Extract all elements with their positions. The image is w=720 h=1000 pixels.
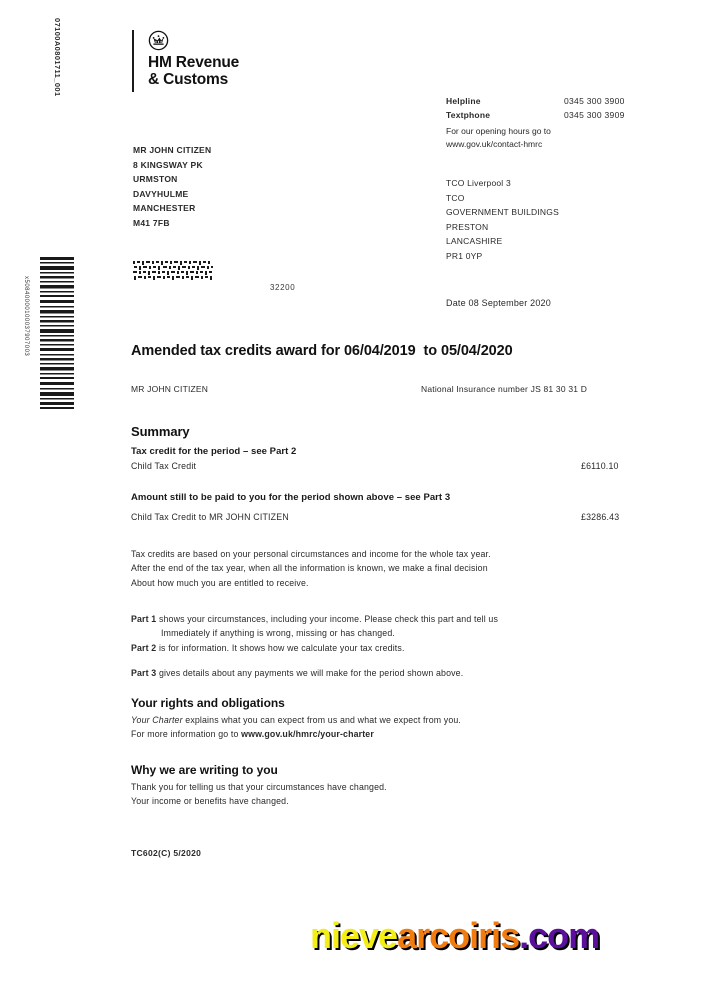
office-line: PRESTON [446, 221, 489, 232]
period-credit-amount: £6110.10 [581, 461, 619, 471]
address-line: MANCHESTER [133, 203, 196, 214]
address-line: URMSTON [133, 174, 178, 185]
payable-section [131, 492, 651, 522]
office-line: TCO Liverpool 3 [446, 178, 511, 188]
form-code: TC602(C) 5/2020 [131, 848, 202, 858]
payable-heading: Amount still to be paid to you for the period shown above – see Part 3 [131, 492, 451, 503]
national-insurance-row [131, 384, 645, 394]
charter-text: explains what you can expect from us and what we expect from you. [182, 715, 462, 725]
watermark-part-3: .com [519, 915, 600, 956]
parts-section [131, 612, 651, 680]
more-info-prefix: For more information go to [131, 729, 242, 740]
datamatrix-barcode [131, 258, 215, 284]
helpline-number: 0345 300 3900 [564, 96, 625, 106]
why-line-2: Your income or benefits have changed. [131, 796, 289, 807]
rights-section [131, 696, 651, 742]
page-title [131, 343, 513, 359]
summary-heading: Summary [131, 424, 190, 439]
why-heading: Why we are writing to you [131, 763, 278, 777]
reference-number: 32200 [270, 283, 296, 292]
contact-website: www.gov.uk/contact-hmrc [446, 138, 543, 149]
period-from: 06/04/2019 [343, 343, 416, 359]
logo-line-1: HM Revenue [148, 54, 240, 71]
textphone-label: Textphone [446, 109, 491, 120]
office-line: LANCASHIRE [446, 236, 503, 247]
helpline-row [446, 95, 672, 109]
part-2-line [131, 641, 651, 655]
rights-heading: Your rights and obligations [131, 696, 285, 710]
vertical-barcode [40, 255, 74, 410]
why-writing-section [131, 763, 651, 809]
explanation-line-2: After the end of the tax year, when all the information is known, we make a final decision [131, 563, 488, 574]
payable-row [131, 512, 651, 522]
part-1-indent-text: Immediately if anything is wrong, missing or has changed. [161, 628, 395, 639]
period-credit-label: Child Tax Credit [131, 461, 197, 471]
office-line: TCO [446, 192, 465, 203]
address-line: 8 KINGSWAY PK [133, 159, 203, 170]
address-line: MR JOHN CITIZEN [133, 145, 212, 155]
period-credit-heading: Tax credit for the period – see Part 2 [131, 446, 297, 457]
part-3-text: gives details about any payments we will make for the period shown above. [156, 667, 464, 678]
period-credit-row [131, 461, 651, 471]
crown-icon [148, 30, 169, 51]
national-insurance-number: National Insurance number JS 81 30 31 D [421, 384, 588, 394]
textphone-row [446, 109, 672, 123]
opening-hours-note: For our opening hours go to [446, 125, 551, 136]
logo-line-2: & Customs [148, 71, 229, 89]
explanation-section [131, 547, 651, 590]
explanation-line-3: About how much you are entitled to receive. [131, 577, 309, 588]
margin-print-code: 07100A0801711_001 [53, 18, 62, 97]
office-line: PR1 0YP [446, 251, 483, 262]
taxpayer-name: MR JOHN CITIZEN [131, 384, 209, 394]
barcode-digits: x50840000100037907003 [23, 276, 29, 357]
explanation-line-1: Tax credits are based on your personal circumstances and income for the whole tax year. [131, 549, 491, 559]
office-line: GOVERNMENT BUILDINGS [446, 207, 559, 218]
address-line: DAVYHULME [133, 188, 189, 199]
why-line-1: Thank you for telling us that your circumstances have changed. [131, 782, 387, 792]
charter-line [131, 713, 651, 727]
charter-title: Your Charter [131, 715, 183, 725]
hmrc-logo [132, 30, 239, 92]
recipient-address [133, 143, 211, 231]
textphone-number: 0345 300 3909 [564, 109, 625, 120]
part-1-line [131, 612, 651, 641]
watermark-part-2: arcoiris [397, 915, 520, 956]
contact-details [446, 95, 672, 151]
part-1-label: Part 1 [131, 614, 157, 624]
charter-url[interactable]: www.gov.uk/hmrc/your-charter [241, 729, 374, 740]
letter-date: Date 08 September 2020 [446, 298, 551, 308]
office-address [446, 176, 559, 264]
title-prefix: Amended tax credits award for [131, 343, 341, 359]
watermark [310, 915, 599, 957]
payable-label: Child Tax Credit to MR JOHN CITIZEN [131, 512, 289, 522]
part-2-text: is for information. It shows how we calculate your tax credits. [156, 642, 405, 653]
helpline-label: Helpline [446, 96, 481, 106]
hmrc-logo-text [148, 54, 239, 89]
part-1-text: shows your circumstances, including your income. Please check this part and tell us [156, 614, 499, 624]
payable-amount: £3286.43 [581, 512, 620, 522]
part-3-label: Part 3 [131, 667, 157, 678]
address-line: M41 7FB [133, 218, 170, 229]
summary-section [131, 424, 651, 471]
more-info-line [131, 727, 651, 741]
part-3-line [131, 666, 651, 680]
part-2-label: Part 2 [131, 642, 157, 653]
watermark-part-1: nieve [310, 915, 398, 956]
title-to-word: to [423, 343, 438, 359]
period-to: 05/04/2020 [440, 343, 513, 359]
